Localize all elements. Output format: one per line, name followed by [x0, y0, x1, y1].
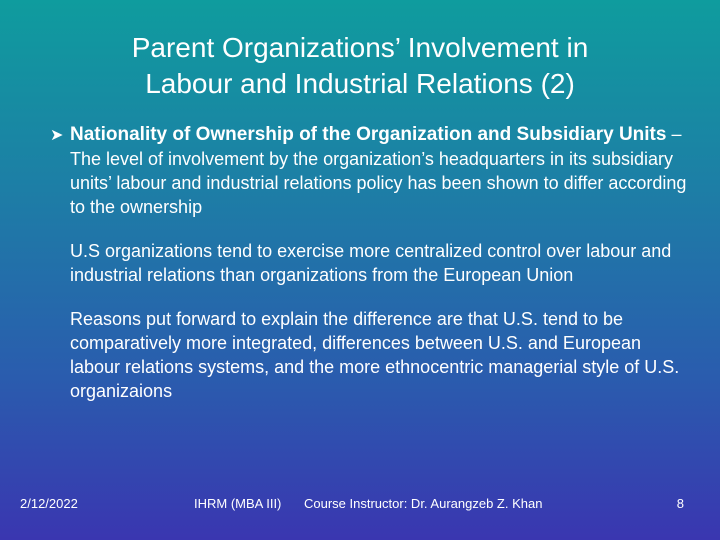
- slide-title-line-1: Parent Organizations’ Involvement in: [131, 32, 589, 63]
- bullet-heading: Nationality of Ownership of the Organization and Subsidiary Units: [70, 124, 667, 145]
- footer-course: IHRM (MBA III): [194, 496, 282, 511]
- paragraph-us-centralized: U.S organizations tend to exercise more centralized control over labour and industrial relations than organizations from the European Union: [70, 241, 672, 285]
- bullet-body: [70, 122, 690, 219]
- bullet-item: [50, 122, 690, 219]
- arrow-bullet-icon: ➤: [50, 127, 64, 144]
- bullet-text: The level of involvement by the organization’s headquarters in its subsidiary units’ labour and industrial relations policy has been shown to differ according to the ownership: [70, 149, 687, 217]
- bullet-dash: –: [666, 124, 682, 144]
- paragraph-reasons: Reasons put forward to explain the difference are that U.S. tend to be comparatively more integrated, differences between U.S. and European labour relations systems, and the more ethnocentric managerial style of U.S. organizaions: [70, 309, 680, 401]
- footer-date: 2/12/2022: [20, 496, 78, 511]
- footer-instructor: Course Instructor: Dr. Aurangzeb Z. Khan: [304, 496, 543, 511]
- slide-content: [50, 122, 690, 403]
- footer-page-number: 8: [676, 496, 684, 511]
- slide-title-line-2: Labour and Industrial Relations (2): [145, 68, 575, 99]
- slide-title: [40, 30, 680, 102]
